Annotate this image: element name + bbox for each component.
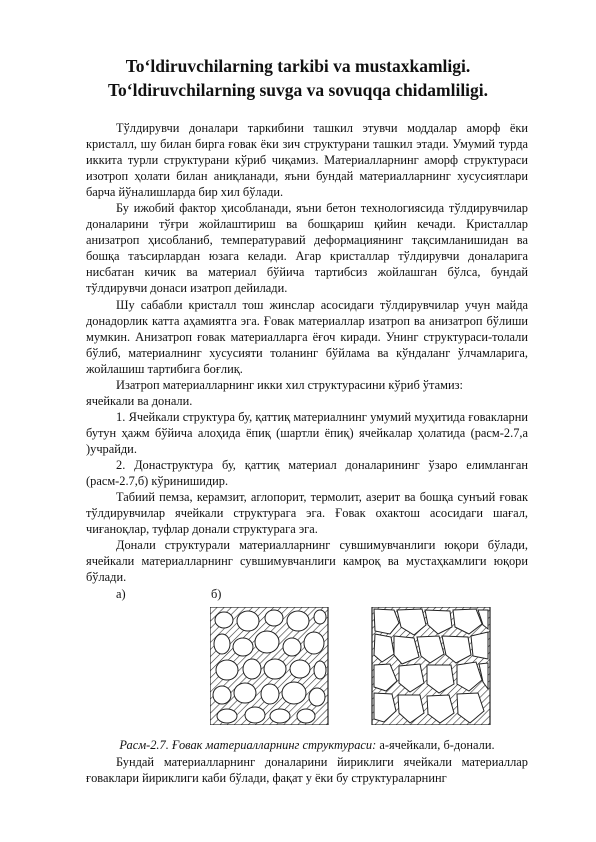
figure-label-b: б) xyxy=(211,587,222,601)
figure-caption-title: Расм-2.7. Ғовак материалларнинг структураси: xyxy=(119,738,377,752)
cellular-structure-diagram xyxy=(210,607,328,725)
title-line-1: To‘ldiruvchilarning tarkibi va mustaxkamligi. xyxy=(125,56,471,76)
body-text xyxy=(86,120,528,585)
paragraph-7: Донали структурали материалларнинг сувшимувчанлиги юқори бўлади, ячейкали материалларнинг сувшимувчанлиги камроқ ва мустаҳкамлиги юқори бўлади. xyxy=(86,538,528,585)
paragraph-8: Бундай материалларнинг доналарини йириклиги ячейкали материаллар ғоваклари йириклиги каби бўлади, фақат у ёки бу структураларнинг xyxy=(86,755,528,786)
paragraph-3: Шу сабабли кристалл тош жинслар асосидаги тўлдирувчилар учун майда донадорлик катта аҳамиятга эга. Ғовак материаллар изатроп ва анизатроп бўлиши мумкин. Анизатроп ғовак материалларга ёғоч киради. Унинг структураси-толали бўлиб, материалнинг хусусияти толанинг бўйлама ва кўндаланг ўлчамларига, жойлашиш тартибига боғлиқ. xyxy=(86,297,528,376)
paragraph-1: Тўлдирувчи доналари таркибини ташкил этувчи моддалар аморф ёки кристалл, шу билан бирга ғовак ёки зич структурани ташкил этади. Умумий турда иккита турли структурани кўриб чиқамиз. Материалларнинг аморф структураси изотроп ҳолати билан аниқланади, яъни бундай материалларнинг хусусиятлари барча йўналишларда бир хил бўлади. xyxy=(86,121,528,200)
figure-label-a: а) xyxy=(116,587,126,601)
paragraph-6: Табиий пемза, керамзит, аглопорит, термолит, азерит ва бошқа сунъий ғовак тўлдирувчилар ячейкали структурага эга. Ғовак охактош асосидаги шағал, чиғаноқлар, туфлар донали структурага эга. xyxy=(86,490,528,537)
figure-caption-detail: а-ячейкали, б-донали. xyxy=(376,738,495,752)
paragraph-4: Изатроп материалларнинг икки хил структурасини кўриб ўтамиз: xyxy=(116,377,463,392)
figure-caption xyxy=(86,737,528,753)
paragraph-2: Бу ижобий фактор ҳисобланади, яъни бетон технологиясида тўлдирувчилар доналарини тўғри жойлаштириш ва бошқариш қийин кечади. Кристаллар анизатроп ҳисобланиб, температуравий деформациянинг тақсимланишидан ва бошқа таъсирлардан юзага келади. Агар кристаллар тўлдирувчи доналарига нисбатан кичик ва материал бўйича тартибсиз жойлашган бўлса, бундай тўлдирувчи донаси изатроп дейилади. xyxy=(86,201,528,296)
list-item-1: 1. Ячейкали структура бу, қаттиқ материалнинг умумий муҳитида ғовакларни бутун ҳажм бўйича алоҳида ёпиқ (шартли ёпиқ) ячейкалар ҳолатида (расм-2.7,а )учрайди. xyxy=(86,409,528,456)
paragraph-5: ячейкали ва донали. xyxy=(86,393,193,408)
figure-structures xyxy=(210,607,510,730)
closing-text xyxy=(86,754,528,786)
list-item-2: 2. Донаструктура бу, қаттиқ материал доналарининг ўзаро елимланган (расм-2.7,б) кўринишидир. xyxy=(86,457,528,489)
granular-structure-diagram xyxy=(372,607,490,725)
title-line-2: To‘ldiruvchilarning suvga va sovuqqa chidamliligi. xyxy=(107,80,489,100)
